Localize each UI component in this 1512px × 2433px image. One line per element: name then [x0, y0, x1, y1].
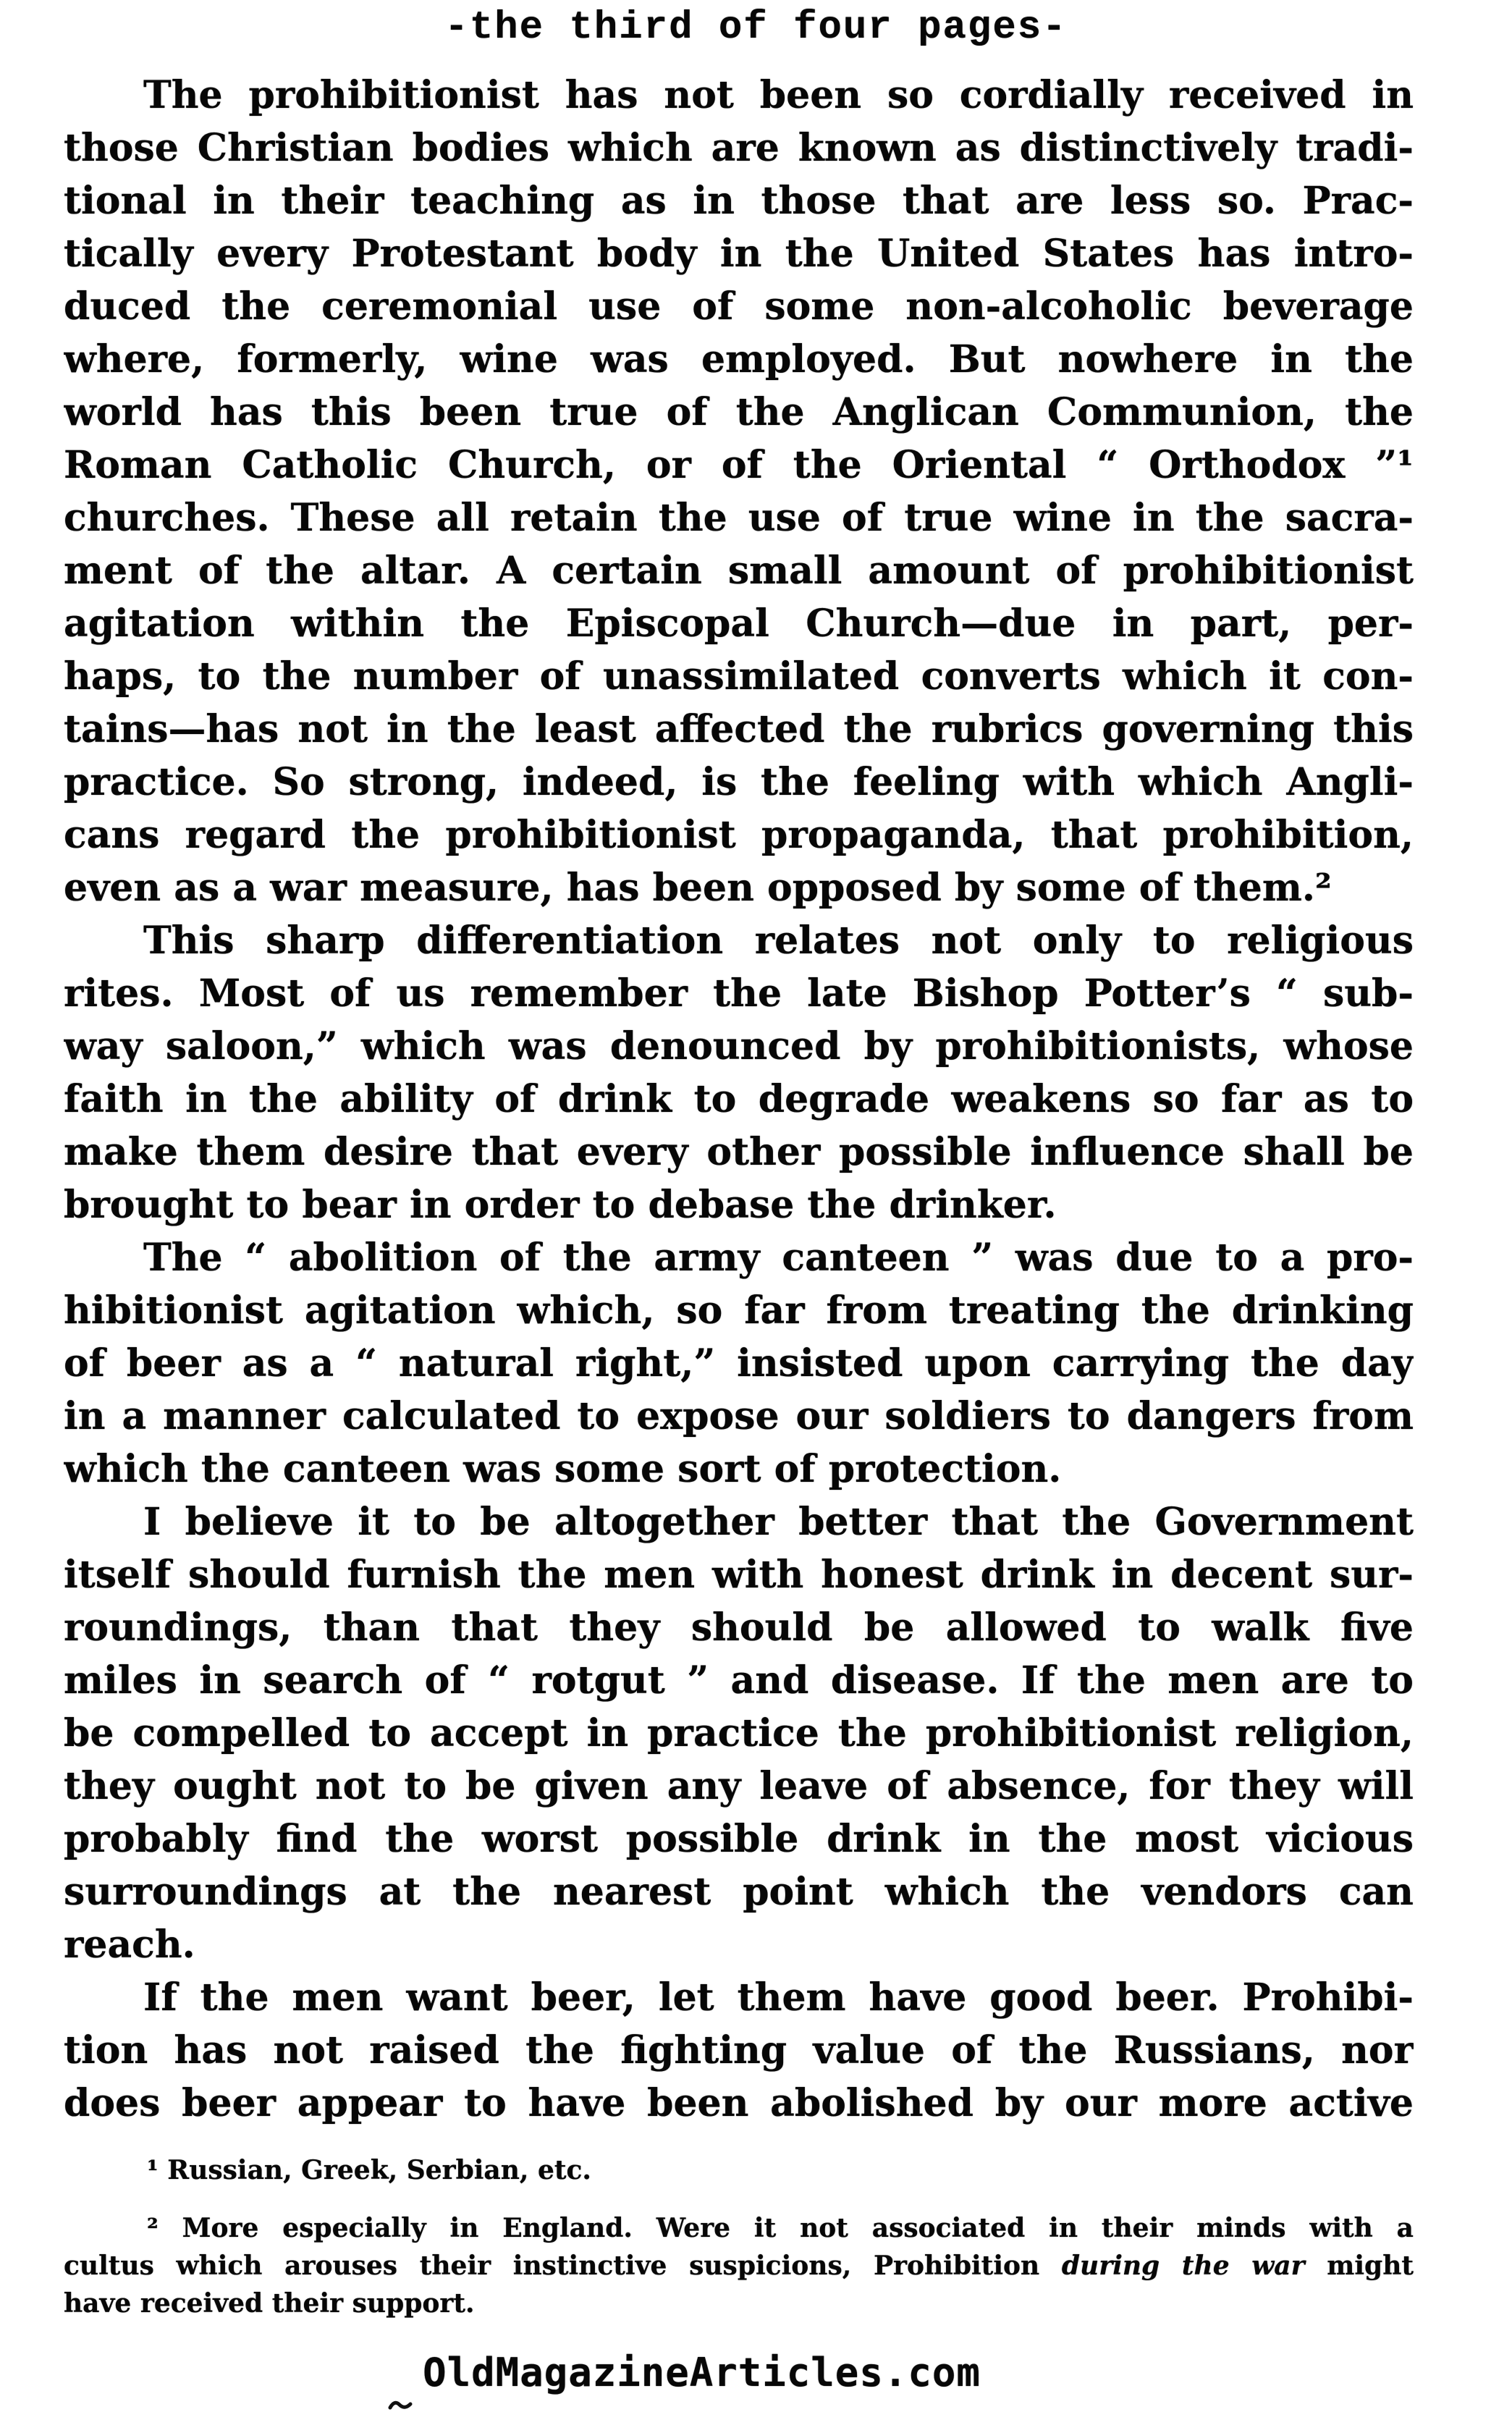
text-line [64, 1390, 1414, 1443]
text-segment: tion has not raised the fighting value of the Russians, nor [64, 2028, 1414, 2073]
text-segment: hibitionist agitation which, so far from treating the drinking [64, 1289, 1414, 1333]
text-line [64, 1760, 1414, 1813]
text-segment: surroundings at the nearest point which the vendors can [64, 1870, 1414, 1914]
paragraph [64, 69, 1414, 914]
text-segment: make them desire that every other possible influence shall be [64, 1130, 1414, 1174]
text-segment: agitation within the Episcopal Church—due in part, per- [64, 602, 1414, 646]
text-line [64, 2209, 1414, 2247]
text-line [64, 1443, 1414, 1496]
text-segment: tically every Protestant body in the United States has intro- [64, 232, 1414, 276]
paragraph [64, 1496, 1414, 1971]
footer-site-label: OldMagazineArticles.com [423, 2350, 981, 2395]
text-line [64, 914, 1414, 967]
text-line [64, 967, 1414, 1020]
italic-text-segment: during the war [1061, 2251, 1305, 2281]
text-line [64, 703, 1414, 756]
footnote [64, 2209, 1414, 2322]
paragraph [64, 1971, 1414, 2130]
text-line [64, 2151, 1414, 2189]
text-segment: practice. So strong, indeed, is the feeling with which Angli- [64, 760, 1414, 804]
text-line [64, 439, 1414, 492]
text-segment: roundings, than that they should be allowed to walk five [64, 1606, 1414, 1650]
text-segment: brought to bear in order to debase the drinker. [64, 1183, 1057, 1227]
text-segment: cultus which arouses their instinctive suspicions, Prohibition [64, 2251, 1062, 2281]
text-segment: even as a war measure, has been opposed by some of them.² [64, 866, 1332, 910]
paragraph [64, 914, 1414, 1231]
text-segment: cans regard the prohibitionist propaganda, that prohibition, [64, 813, 1414, 857]
text-segment: world has this been true of the Anglican Communion, the [64, 390, 1414, 434]
text-line [64, 1020, 1414, 1073]
text-segment: Roman Catholic Church, or of the Oriental “ Orthodox ”¹ [64, 443, 1414, 487]
text-line [64, 227, 1414, 280]
text-segment: tional in their teaching as in those that are less so. Prac- [64, 179, 1414, 223]
text-line [64, 1337, 1414, 1390]
text-segment: in a manner calculated to expose our soldiers to dangers from [64, 1394, 1414, 1438]
text-line [64, 650, 1414, 703]
text-line [64, 1284, 1414, 1337]
text-line [64, 1548, 1414, 1601]
text-line [64, 1496, 1414, 1548]
text-segment: be compelled to accept in practice the prohibitionist religion, [64, 1711, 1414, 1755]
text-line [64, 2077, 1414, 2130]
text-line [64, 1178, 1414, 1231]
text-segment: they ought not to be given any leave of absence, for they will [64, 1764, 1414, 1808]
footnotes-section [64, 2151, 1414, 2322]
text-line [64, 333, 1414, 386]
text-segment: of beer as a “ natural right,” insisted upon carrying the day [64, 1341, 1414, 1386]
text-line [64, 174, 1414, 227]
text-line [64, 2024, 1414, 2077]
text-segment: tains—has not in the least affected the rubrics governing this [64, 707, 1414, 751]
text-segment: miles in search of “ rotgut ” and disease. If the men are to [64, 1658, 1414, 1703]
text-line [64, 280, 1414, 333]
text-segment: faith in the ability of drink to degrade weakens so far as to [64, 1077, 1414, 1121]
text-line [64, 69, 1414, 122]
text-segment: way saloon,” which was denounced by prohibitionists, whose [64, 1024, 1414, 1068]
text-line [64, 597, 1414, 650]
text-line [64, 1865, 1414, 1918]
text-segment: does beer appear to have been abolished by our more active [64, 2081, 1414, 2125]
text-line [64, 861, 1414, 914]
text-segment: where, formerly, wine was employed. But nowhere in the [64, 337, 1414, 381]
text-segment: have received their support. [64, 2288, 475, 2319]
text-line [64, 1813, 1414, 1865]
text-segment: itself should furnish the men with honest drink in decent sur- [64, 1553, 1414, 1597]
text-segment: reach. [64, 1923, 195, 1967]
text-segment: might [1304, 2251, 1414, 2281]
footnote [64, 2151, 1414, 2189]
text-line [64, 1971, 1414, 2024]
text-segment: ment of the altar. A certain small amount of prohibitionist [64, 549, 1414, 593]
ink-smudge-icon [388, 2398, 413, 2413]
paragraph [64, 1231, 1414, 1496]
article-body [64, 69, 1414, 2130]
text-line [64, 1654, 1414, 1707]
text-line [64, 1231, 1414, 1284]
text-line [64, 1918, 1414, 1971]
text-line [64, 544, 1414, 597]
text-segment: ¹ Russian, Greek, Serbian, etc. [147, 2155, 591, 2185]
text-line [64, 2285, 1414, 2322]
text-segment: ² More especially in England. Were it not associated in their minds with a [147, 2213, 1414, 2243]
text-line [64, 122, 1414, 174]
text-line [64, 2247, 1414, 2285]
text-line [64, 809, 1414, 861]
text-segment: churches. These all retain the use of true wine in the sacra- [64, 496, 1414, 540]
text-segment: which the canteen was some sort of protection. [64, 1447, 1062, 1491]
text-line [64, 1707, 1414, 1760]
text-line [64, 756, 1414, 809]
text-segment: those Christian bodies which are known as distinctively tradi- [64, 126, 1414, 170]
page-header-label: -the third of four pages- [444, 6, 1068, 50]
text-segment: haps, to the number of unassimilated converts which it con- [64, 654, 1414, 699]
text-segment: I believe it to be altogether better that the Government [143, 1500, 1414, 1544]
text-segment: rites. Most of us remember the late Bishop Potter’s “ sub- [64, 971, 1414, 1016]
text-segment: This sharp differentiation relates not only to religious [143, 919, 1414, 963]
text-segment: If the men want beer, let them have good beer. Prohibi- [143, 1976, 1414, 2020]
text-segment: probably find the worst possible drink in the most vicious [64, 1817, 1414, 1861]
text-line [64, 492, 1414, 544]
text-segment: duced the ceremonial use of some non-alcoholic beverage [64, 284, 1414, 329]
text-line [64, 1126, 1414, 1178]
text-line [64, 1601, 1414, 1654]
text-line [64, 1073, 1414, 1126]
text-line [64, 386, 1414, 439]
text-segment: The prohibitionist has not been so cordially received in [143, 73, 1414, 117]
text-segment: The “ abolition of the army canteen ” was due to a pro- [143, 1236, 1414, 1280]
